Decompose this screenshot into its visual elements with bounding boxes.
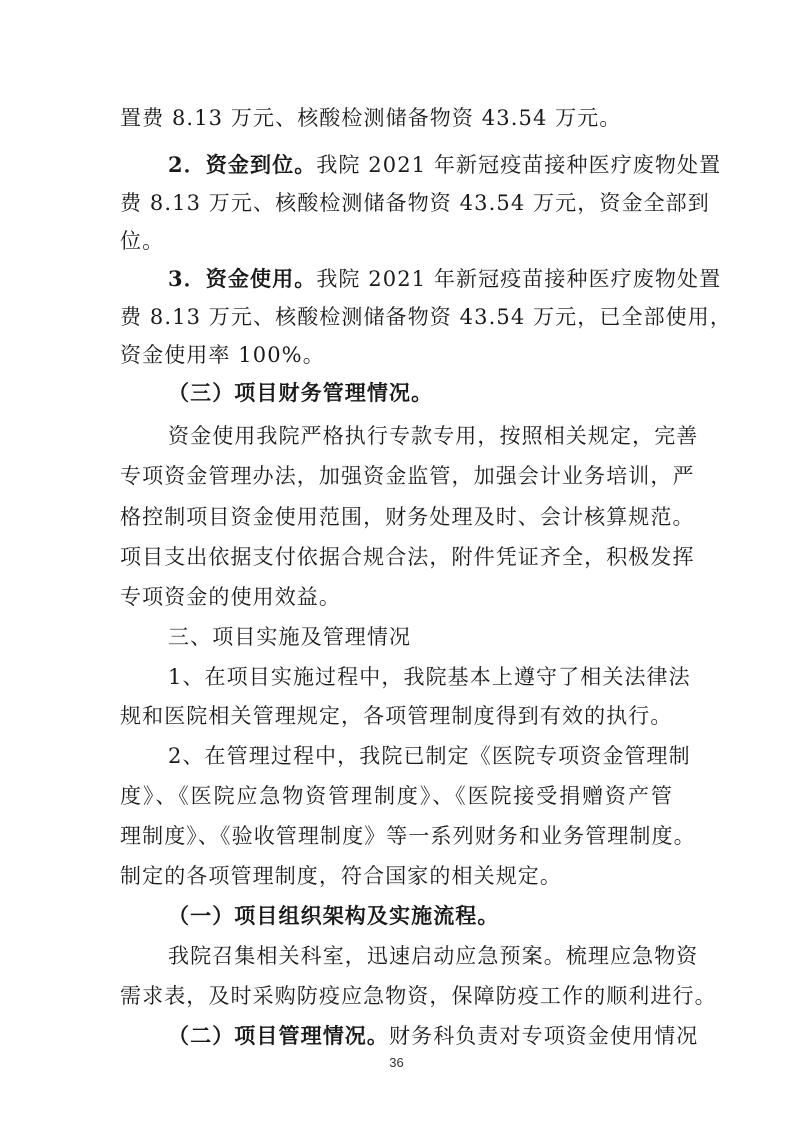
paragraph-line: 位。: [120, 229, 165, 253]
paragraph-line: [168, 264, 722, 294]
paragraph-line: 需求表，及时采购防疫应急物资，保障防疫工作的顺利进行。: [120, 984, 717, 1008]
subsection-heading: （三）项目财务管理情况。: [168, 381, 434, 405]
item-lead: 3．资金使用。: [168, 266, 317, 291]
paragraph-line: 项目支出依据支付依据合规合法，附件凭证齐全，积极发挥: [120, 545, 695, 569]
paragraph-line: 置费 8.13 万元、核酸检测储备物资 43.54 万元。: [120, 106, 622, 130]
section-heading: 三、项目实施及管理情况: [168, 625, 412, 649]
item-lead: 2．资金到位。: [168, 152, 317, 177]
paragraph-line: 格控制项目资金使用范围，财务处理及时、会计核算规范。: [120, 505, 695, 529]
page-number: 36: [389, 1055, 404, 1070]
paragraph-line: 1、在项目实施过程中，我院基本上遵守了相关法律法: [168, 665, 691, 689]
paragraph-line: 理制度》、《验收管理制度》等一系列财务和业务管理制度。: [120, 824, 696, 848]
paragraph-line: 专项资金的使用效益。: [120, 585, 341, 609]
paragraph-line: 费 8.13 万元、核酸检测储备物资 43.54 万元，已全部使用，: [120, 305, 732, 329]
item-text: 财务科负责对专项资金使用情况: [389, 1024, 699, 1048]
paragraph-line: 制定的各项管理制度，符合国家的相关规定。: [120, 864, 562, 888]
paragraph-line: 专项资金管理办法，加强资金监管，加强会计业务培训，严: [120, 464, 695, 488]
subsection-heading: （一）项目组织架构及实施流程。: [168, 904, 500, 928]
subsection-lead: （二）项目管理情况。: [168, 1024, 389, 1048]
item-text: 我院 2021 年新冠疫苗接种医疗废物处置: [316, 267, 722, 291]
paragraph-line: 资金使用我院严格执行专款专用，按照相关规定，完善: [168, 424, 699, 448]
paragraph-line: 费 8.13 万元、核酸检测储备物资 43.54 万元，资金全部到: [120, 191, 710, 215]
paragraph-line: [168, 150, 722, 180]
paragraph-line: 规和医院相关管理规定，各项管理制度得到有效的执行。: [120, 704, 673, 728]
paragraph-line: 度》、《医院应急物资管理制度》、《医院接受捐赠资产管: [120, 784, 673, 808]
item-text: 我院 2021 年新冠疫苗接种医疗废物处置: [316, 153, 722, 177]
paragraph-line: 我院召集相关科室，迅速启动应急预案。梳理应急物资: [168, 944, 699, 968]
paragraph-line: [168, 1021, 699, 1051]
paragraph-line: 资金使用率 100%。: [120, 343, 325, 367]
paragraph-line: 2、在管理过程中，我院已制定《医院专项资金管理制: [168, 744, 691, 768]
